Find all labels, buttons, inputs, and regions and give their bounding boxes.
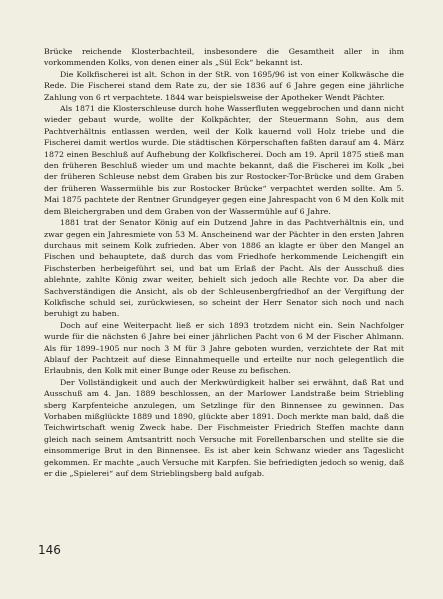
paragraph: Doch auf eine Weiterpacht ließ er sich 1893 trotzdem nicht ein. Sein Nachfolger wurde für die nächsten 6 Jahre bei einer jährlichen Pacht von 6 M der Fischer Ahlmann. Als für 1899–1905 nur noch 3 M für 3 Jahre geboten wurden, verzichtete der Rat mit Ablauf der Pachtzeit auf diese Einnahmequelle und erteilte nur noch gelegentlich die Erlaubnis, den Kolk mit einer Bunge oder Reuse zu befischen. [44, 320, 404, 376]
paragraph: Der Vollständigkeit und auch der Merkwürdigkeit halber sei erwähnt, daß Rat und Ausschuß am 4. Jan. 1889 beschlossen, an der Marlower Landstraße beim Striebling sberg Karpfenteiche anzulegen, um Setzlinge für den Binnensee zu gewinnen. Das Vorhaben mißglückte 1889 und 1890, glückte aber 1891. Doch merkte man bald, daß die Teichwirtschaft wenig Zweck habe. Der Fischmeister Friedrich Steffen machte dann gleich nach seinem Amtsantritt noch Versuche mit Forellenbarschen und stellte sie die einsommerige Brut in den Binnensee. Es ist aber kein Schwanz wieder ans Tageslicht gekommen. Er machte „auch Versuche mit Karpfen. Sie befriedigten jedoch so wenig, daß er die „Spielerei“ auf dem Strieblingsberg bald aufgab. [44, 377, 404, 479]
paragraph: 1881 trat der Senator König auf ein Dutzend Jahre in das Pachtverhältnis ein, und zwar gegen ein Jahresmiete von 53 M. Anscheinend war der Pächter in den ersten Jahren durchaus mit seinem Kolk zufrieden. Aber von 1886 an klagte er über den Mangel an Fischen und behauptete, daß durch das vom Friedhofe herkommende Leichengift ein Fischsterben herbeigeführt sei, und bat um Erlaß der Pacht. Als der Ausschuß dies ablehnte, zahlte König zwar weiter, behielt sich jedoch alle Rechte vor. Da aber die Sachverständigen die Ansicht, als ob der Schleusenbergfriedhof an der Vergiftung der Kolkfische schuld sei, zurückwiesen, so scheint der Herr Senator sich noch und nach beruhigt zu haben. [44, 218, 404, 319]
paragraph: Die Kolkfischerei ist alt. Schon in der StR. von 1695/96 ist von einer Kolkwäsche die Rede. Die Fischerei stand dem Rate zu, der sie 1836 auf 6 Jahre gegen eine jährliche Zahlung von 6 rt verpachtete. 1844 war beispielsweise der Apotheker Wendt Pächter. [44, 69, 404, 102]
body-text [44, 46, 404, 479]
paragraph: Als 1871 die Klosterschleuse durch hohe Wasserfluten weggebrochen und dann nicht wieder gebaut wurde, wollte der Kolkpächter, der Steuermann Sohn, aus dem Pachtverhältnis entlassen werden, weil der Kolk kauernd voll Holz triebe und die Fischerei damit wertlos wurde. Die städtischen Körperschaften faßten darauf am 4. März 1872 einen Beschluß auf Aufhebung der Kolkfischerei. Doch am 19. April 1875 stieß man den früheren Beschluß wieder um und machte bekannt, daß die Fischerei im Kolk „bei der früheren Schleuse nebst dem Graben bis zur Rostocker-Tor-Brücke und dem Graben der früheren Wassermühle bis zur Rostocker Brücke“ verpachtet werden sollte. Am 5. Mai 1875 pachtete der Rentner Grundgeyer gegen eine Jahrespacht von 6 M den Kolk mit dem Bleichergraben und dem Graben von der Wassermühle auf 6 Jahre. [44, 104, 404, 216]
page-number: 146 [38, 543, 61, 557]
paragraph: Brücke reichende Klosterbachteil, insbesondere die Gesamtheit aller in ihm vorkommenden Kolks, von denen einer als „Sül Eck“ bekannt ist. [44, 47, 404, 68]
